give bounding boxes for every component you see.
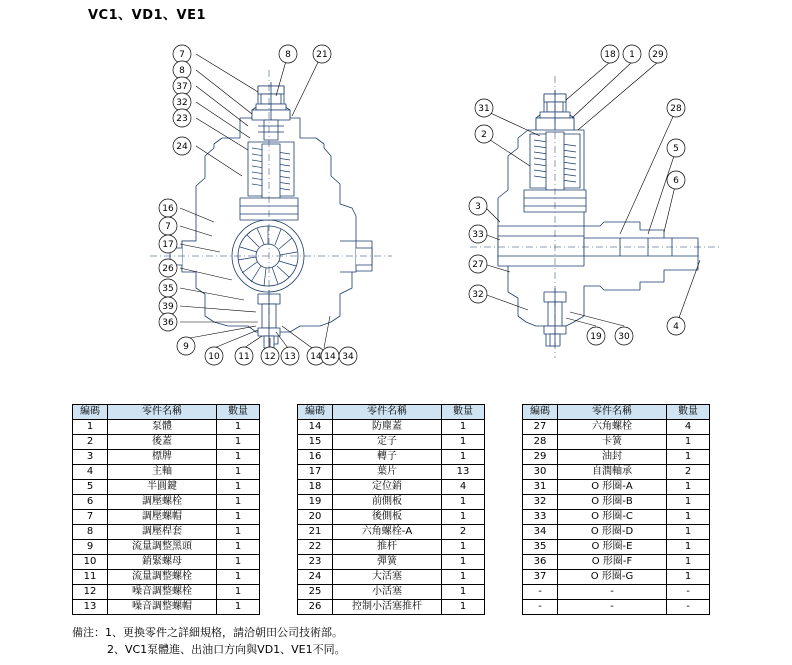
cell-part-name: 後側板 — [333, 510, 442, 525]
table-row — [523, 570, 710, 585]
header-code: 編碼 — [523, 405, 558, 420]
cell-code: 13 — [73, 600, 108, 615]
cell-code: 24 — [298, 570, 333, 585]
callout-11: 11 — [238, 352, 250, 362]
table-row — [298, 525, 485, 540]
table-row — [523, 525, 710, 540]
cell-qty: 1 — [667, 540, 710, 555]
callout-6: 6 — [673, 176, 679, 186]
cell-part-name: - — [558, 585, 667, 600]
notes-block — [72, 624, 346, 658]
cell-qty: 1 — [217, 540, 260, 555]
cell-part-name: 調壓桿套 — [108, 525, 217, 540]
cell-qty: 1 — [217, 570, 260, 585]
cell-code: 36 — [523, 555, 558, 570]
cell-code: 18 — [298, 480, 333, 495]
cell-qty: 2 — [442, 525, 485, 540]
callout-27: 27 — [472, 260, 484, 270]
note-line-1: 備注：1、更換零件之詳細規格，請洽朝田公司技術部。 — [72, 626, 343, 639]
cell-qty: 1 — [217, 435, 260, 450]
header-code: 編碼 — [73, 405, 108, 420]
table-row — [298, 450, 485, 465]
cell-part-name: 泵體 — [108, 420, 217, 435]
cell-qty: 1 — [442, 420, 485, 435]
table-row — [523, 555, 710, 570]
cell-code: 7 — [73, 510, 108, 525]
cell-qty: 1 — [217, 495, 260, 510]
note-line-2: 2、VC1泵體進、出油口方向與VD1、VE1不同。 — [72, 643, 346, 656]
cell-qty: 1 — [217, 465, 260, 480]
cell-qty: 1 — [442, 435, 485, 450]
cell-code: 2 — [73, 435, 108, 450]
table-row — [523, 435, 710, 450]
cell-code: 20 — [298, 510, 333, 525]
table-row — [523, 465, 710, 480]
cell-code: 4 — [73, 465, 108, 480]
table-row — [298, 495, 485, 510]
callout-30: 30 — [618, 332, 630, 342]
callout-5: 5 — [673, 144, 679, 154]
callout-37: 37 — [176, 82, 188, 92]
cell-qty: 1 — [667, 525, 710, 540]
cell-code: 12 — [73, 585, 108, 600]
cell-part-name: 流量調整螺栓 — [108, 570, 217, 585]
table-row — [298, 600, 485, 615]
cell-qty: 1 — [217, 585, 260, 600]
callout-39: 39 — [162, 302, 174, 312]
cell-qty: 1 — [667, 570, 710, 585]
table-row — [298, 465, 485, 480]
callout-7: 7 — [179, 50, 185, 60]
cell-code: 27 — [523, 420, 558, 435]
cell-code: 6 — [73, 495, 108, 510]
cell-code: 22 — [298, 540, 333, 555]
cell-part-name: O 形圈-C — [558, 510, 667, 525]
cell-qty: 4 — [442, 480, 485, 495]
cell-part-name: 後蓋 — [108, 435, 217, 450]
cell-part-name: - — [558, 600, 667, 615]
header-qty: 數量 — [667, 405, 710, 420]
cell-qty: 1 — [442, 450, 485, 465]
cell-part-name: 調壓螺栓 — [108, 495, 217, 510]
cell-part-name: 防塵蓋 — [333, 420, 442, 435]
table-row — [73, 600, 260, 615]
cell-part-name: 噪音調整螺栓 — [108, 585, 217, 600]
table-row — [523, 510, 710, 525]
callout-14: 14 — [310, 352, 322, 362]
callout-4: 4 — [673, 322, 679, 332]
cell-qty: 2 — [667, 465, 710, 480]
callout-17: 17 — [162, 240, 174, 250]
table-row — [523, 450, 710, 465]
callout-32b: 32 — [472, 290, 484, 300]
table-row — [523, 480, 710, 495]
cell-code: 5 — [73, 480, 108, 495]
table-row — [298, 585, 485, 600]
cell-code: 28 — [523, 435, 558, 450]
cell-part-name: 銷緊螺母 — [108, 555, 217, 570]
cell-code: 10 — [73, 555, 108, 570]
cell-part-name: O 形圈-G — [558, 570, 667, 585]
table-row — [523, 495, 710, 510]
table-row — [298, 570, 485, 585]
cell-part-name: 推杆 — [333, 540, 442, 555]
table-row — [298, 540, 485, 555]
cell-qty: 1 — [667, 510, 710, 525]
callout-9: 9 — [183, 342, 189, 352]
callout-32: 32 — [176, 98, 188, 108]
header-code: 編碼 — [298, 405, 333, 420]
callout-16: 16 — [162, 204, 174, 214]
cell-part-name: O 形圈-F — [558, 555, 667, 570]
cell-code: 37 — [523, 570, 558, 585]
cell-qty: 1 — [442, 510, 485, 525]
cell-qty: 1 — [217, 510, 260, 525]
cell-code: - — [523, 585, 558, 600]
header-part-name: 零件名稱 — [108, 405, 217, 420]
cell-code: 1 — [73, 420, 108, 435]
cell-qty: 1 — [217, 600, 260, 615]
cell-part-name: 油封 — [558, 450, 667, 465]
callout-29: 29 — [652, 50, 664, 60]
header-qty: 數量 — [442, 405, 485, 420]
cell-qty: - — [667, 585, 710, 600]
cell-qty: 1 — [442, 600, 485, 615]
cell-code: 11 — [73, 570, 108, 585]
table-header-row — [298, 405, 485, 420]
parts-table-3 — [522, 404, 710, 615]
table-row — [298, 420, 485, 435]
table-row — [73, 450, 260, 465]
cell-part-name: 葉片 — [333, 465, 442, 480]
cell-qty: 1 — [667, 450, 710, 465]
table-row — [73, 435, 260, 450]
table-row — [73, 480, 260, 495]
cell-code: 25 — [298, 585, 333, 600]
cell-code: 3 — [73, 450, 108, 465]
cell-code: 9 — [73, 540, 108, 555]
callout-10: 10 — [208, 352, 220, 362]
cell-code: 8 — [73, 525, 108, 540]
cell-part-name: 流量調整黑頭 — [108, 540, 217, 555]
cell-qty: 1 — [442, 495, 485, 510]
callout-8: 8 — [179, 66, 185, 76]
parts-table-1 — [72, 404, 260, 615]
table-row — [298, 480, 485, 495]
cell-part-name: 轉子 — [333, 450, 442, 465]
header-qty: 數量 — [217, 405, 260, 420]
cell-part-name: 前側板 — [333, 495, 442, 510]
cell-part-name: 大活塞 — [333, 570, 442, 585]
cell-code: 17 — [298, 465, 333, 480]
table-row — [73, 555, 260, 570]
table-header-row — [73, 405, 260, 420]
callout-7b: 7 — [165, 222, 171, 232]
cell-qty: 1 — [217, 555, 260, 570]
cell-code: 32 — [523, 495, 558, 510]
callout-28: 28 — [670, 104, 682, 114]
callout-26: 26 — [162, 264, 174, 274]
cell-part-name: O 形圈-D — [558, 525, 667, 540]
cell-part-name: 卡簧 — [558, 435, 667, 450]
cell-qty: 1 — [442, 555, 485, 570]
cell-part-name: 調壓螺帽 — [108, 510, 217, 525]
cell-part-name: 小活塞 — [333, 585, 442, 600]
table-row — [73, 465, 260, 480]
cell-part-name: 自潤軸承 — [558, 465, 667, 480]
cell-part-name: 定子 — [333, 435, 442, 450]
cell-qty: 1 — [217, 480, 260, 495]
cell-part-name: 控制小活塞推杆 — [333, 600, 442, 615]
cell-qty: 1 — [667, 435, 710, 450]
callout-8b: 8 — [285, 50, 291, 60]
callout-33: 33 — [472, 230, 484, 240]
callout-2: 2 — [481, 130, 487, 140]
table-header-row — [523, 405, 710, 420]
cell-qty: 1 — [217, 525, 260, 540]
table-row — [298, 510, 485, 525]
callout-31: 31 — [478, 104, 490, 114]
cell-qty: - — [667, 600, 710, 615]
cell-code: 16 — [298, 450, 333, 465]
cell-part-name: 半圓鍵 — [108, 480, 217, 495]
table-row — [523, 585, 710, 600]
cell-part-name: 六角螺栓 — [558, 420, 667, 435]
cell-qty: 1 — [217, 420, 260, 435]
callout-34: 34 — [342, 352, 354, 362]
cell-qty: 1 — [442, 570, 485, 585]
cell-part-name: 六角螺栓-A — [333, 525, 442, 540]
cell-code: 33 — [523, 510, 558, 525]
parts-table-2 — [297, 404, 485, 615]
table-row — [298, 435, 485, 450]
table-row — [523, 600, 710, 615]
cell-part-name: O 形圈-A — [558, 480, 667, 495]
table-row — [73, 510, 260, 525]
callout-14b: 14 — [324, 352, 336, 362]
cell-code: 14 — [298, 420, 333, 435]
cell-qty: 1 — [667, 555, 710, 570]
cell-code: - — [523, 600, 558, 615]
callout-1: 1 — [629, 50, 635, 60]
callout-23: 23 — [176, 114, 188, 124]
page-title: VC1、VD1、VE1 — [88, 8, 207, 23]
callout-19: 19 — [590, 332, 602, 342]
cell-code: 29 — [523, 450, 558, 465]
table-row — [73, 420, 260, 435]
cell-code: 31 — [523, 480, 558, 495]
cell-code: 23 — [298, 555, 333, 570]
cell-part-name: 定位銷 — [333, 480, 442, 495]
cell-part-name: 噪音調整螺帽 — [108, 600, 217, 615]
exploded-assembly-drawing — [0, 26, 792, 386]
header-part-name: 零件名稱 — [333, 405, 442, 420]
callout-35: 35 — [162, 284, 174, 294]
callout-21: 21 — [316, 50, 328, 60]
cell-qty: 13 — [442, 465, 485, 480]
cell-code: 15 — [298, 435, 333, 450]
header-part-name: 零件名稱 — [558, 405, 667, 420]
table-row — [298, 555, 485, 570]
table-row — [73, 570, 260, 585]
cell-qty: 1 — [442, 540, 485, 555]
table-row — [73, 585, 260, 600]
table-row — [73, 495, 260, 510]
cell-qty: 1 — [442, 585, 485, 600]
cell-part-name: O 形圈-E — [558, 540, 667, 555]
cell-qty: 1 — [667, 480, 710, 495]
callout-36: 36 — [162, 318, 174, 328]
table-row — [523, 540, 710, 555]
cell-code: 19 — [298, 495, 333, 510]
callout-12: 12 — [264, 352, 276, 362]
callout-3: 3 — [475, 202, 481, 212]
cell-code: 34 — [523, 525, 558, 540]
cell-part-name: O 形圈-B — [558, 495, 667, 510]
cell-qty: 1 — [667, 495, 710, 510]
cell-part-name: 主軸 — [108, 465, 217, 480]
callout-13: 13 — [284, 352, 296, 362]
cell-code: 30 — [523, 465, 558, 480]
cell-code: 26 — [298, 600, 333, 615]
cell-qty: 1 — [217, 450, 260, 465]
cell-code: 21 — [298, 525, 333, 540]
callout-18: 18 — [604, 50, 616, 60]
cell-part-name: 彈簧 — [333, 555, 442, 570]
table-row — [73, 525, 260, 540]
callout-24: 24 — [176, 142, 188, 152]
table-row — [73, 540, 260, 555]
cell-qty: 4 — [667, 420, 710, 435]
cell-part-name: 標牌 — [108, 450, 217, 465]
cell-code: 35 — [523, 540, 558, 555]
table-row — [523, 420, 710, 435]
